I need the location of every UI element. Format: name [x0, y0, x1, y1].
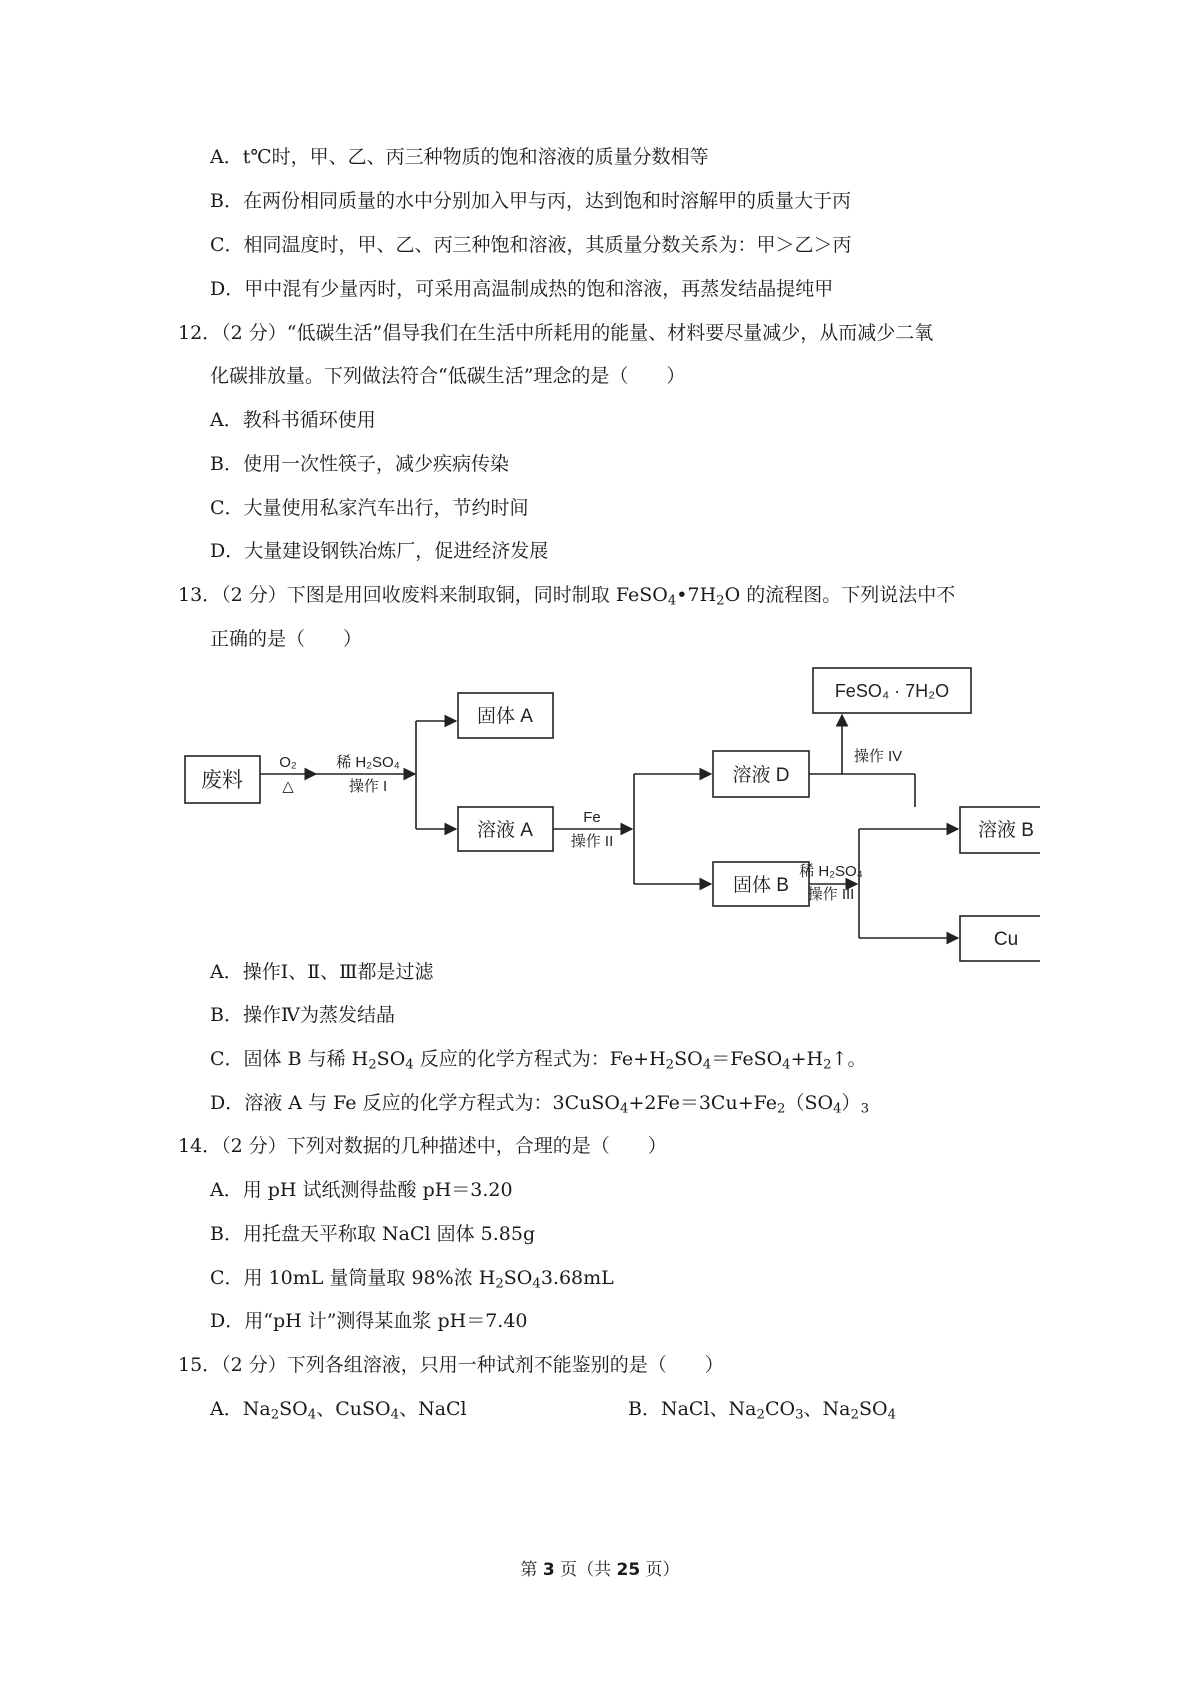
- q13-option-d: D．溶液 A 与 Fe 反应的化学方程式为：$3CuSO_4+2Fe=3Cu+Fe_2(SO_4)_3$: [210, 1092, 870, 1117]
- label-op2: 操作 II: [570, 833, 614, 850]
- label-delta: △: [282, 778, 294, 795]
- q11-option-d: D．甲中混有少量丙时，可采用高温制成热的饱和溶液，再蒸发结晶提纯甲: [210, 278, 834, 300]
- q11-option-a: A．t℃时，甲、乙、丙三种物质的饱和溶液的质量分数相等: [210, 146, 709, 168]
- q13-option-b: B．操作Ⅳ为蒸发结晶: [210, 1004, 395, 1026]
- label-op3: 操作 III: [807, 886, 855, 903]
- q12-option-a: A．教科书循环使用: [210, 409, 376, 431]
- label-solution-a: 溶液 A: [477, 820, 533, 841]
- q14-option-d: D．用“pH 计”测得某血浆 pH＝7.40: [210, 1310, 528, 1332]
- q12-option-c: C．大量使用私家汽车出行，节约时间: [210, 497, 529, 519]
- q11-option-c: C．相同温度时，甲、乙、丙三种饱和溶液，其质量分数关系为：甲＞乙＞丙: [210, 234, 852, 256]
- label-solution-b: 溶液 B: [978, 820, 1034, 841]
- label-dilute-acid-2: 稀 H₂SO₄: [799, 863, 863, 880]
- label-dilute-acid-1: 稀 H₂SO₄: [336, 754, 400, 771]
- q13-stem-line2: 正确的是（ ）: [210, 628, 363, 650]
- label-solid-b: 固体 B: [733, 875, 789, 896]
- q15-option-b: B．NaCl、$Na_2CO_3$、$Na_2SO_4$: [628, 1398, 897, 1423]
- label-o2: O₂: [279, 754, 297, 771]
- label-feso4: FeSO₄ · 7H₂O: [834, 681, 950, 701]
- q13-stem-line1: 13．（2 分）下图是用回收废料来制取铜，同时制取 $FeSO_4•7H_2O$ 的流程图。下列说法中不: [178, 584, 956, 609]
- q14-option-c: C．用 10mL 量筒量取 98%浓 $H_2SO_43.68mL$: [210, 1267, 614, 1292]
- label-fe: Fe: [583, 809, 601, 826]
- label-solid-a: 固体 A: [477, 706, 533, 727]
- label-op1: 操作 I: [348, 778, 388, 795]
- q14-option-b: B．用托盘天平称取 NaCl 固体 5.85g: [210, 1223, 536, 1245]
- label-solution-d: 溶液 D: [732, 765, 790, 786]
- q13-option-a: A．操作Ⅰ、Ⅱ、Ⅲ都是过滤: [210, 961, 434, 983]
- label-op4: 操作 IV: [853, 748, 903, 765]
- q12-stem-line1: 12．（2 分）“低碳生活”倡导我们在生活中所耗用的能量、材料要尽量减少，从而减少二氧: [178, 322, 934, 344]
- q11-option-b: B．在两份相同质量的水中分别加入甲与丙，达到饱和时溶解甲的质量大于丙: [210, 190, 851, 212]
- q14-option-a: A．用 pH 试纸测得盐酸 pH＝3.20: [210, 1179, 513, 1201]
- q12-stem-line2: 化碳排放量。下列做法符合“低碳生活”理念的是（ ）: [210, 365, 686, 387]
- label-cu: Cu: [993, 929, 1019, 950]
- q13-option-c: C．固体 B 与稀 $H_2SO_4$ 反应的化学方程式为：$Fe+H_2SO_4=FeSO_4+H_2↑$。: [210, 1048, 867, 1073]
- q14-stem: 14．（2 分）下列对数据的几种描述中，合理的是（ ）: [178, 1135, 667, 1157]
- total-pages: 25: [616, 1560, 641, 1580]
- q12-option-d: D．大量建设钢铁冶炼厂，促进经济发展: [210, 540, 549, 562]
- process-flowchart: [180, 655, 1040, 970]
- q12-option-b: B．使用一次性筷子，减少疾病传染: [210, 453, 509, 475]
- page-number: 3: [542, 1560, 555, 1580]
- label-waste: 废料: [201, 769, 243, 792]
- page-footer: 第 3 页（共 25 页）: [520, 1560, 680, 1580]
- q15-option-a: A．$Na_2SO_4$、CuSO$_4$、NaCl: [210, 1398, 467, 1423]
- q15-stem: 15．（2 分）下列各组溶液，只用一种试剂不能鉴别的是（ ）: [178, 1354, 724, 1376]
